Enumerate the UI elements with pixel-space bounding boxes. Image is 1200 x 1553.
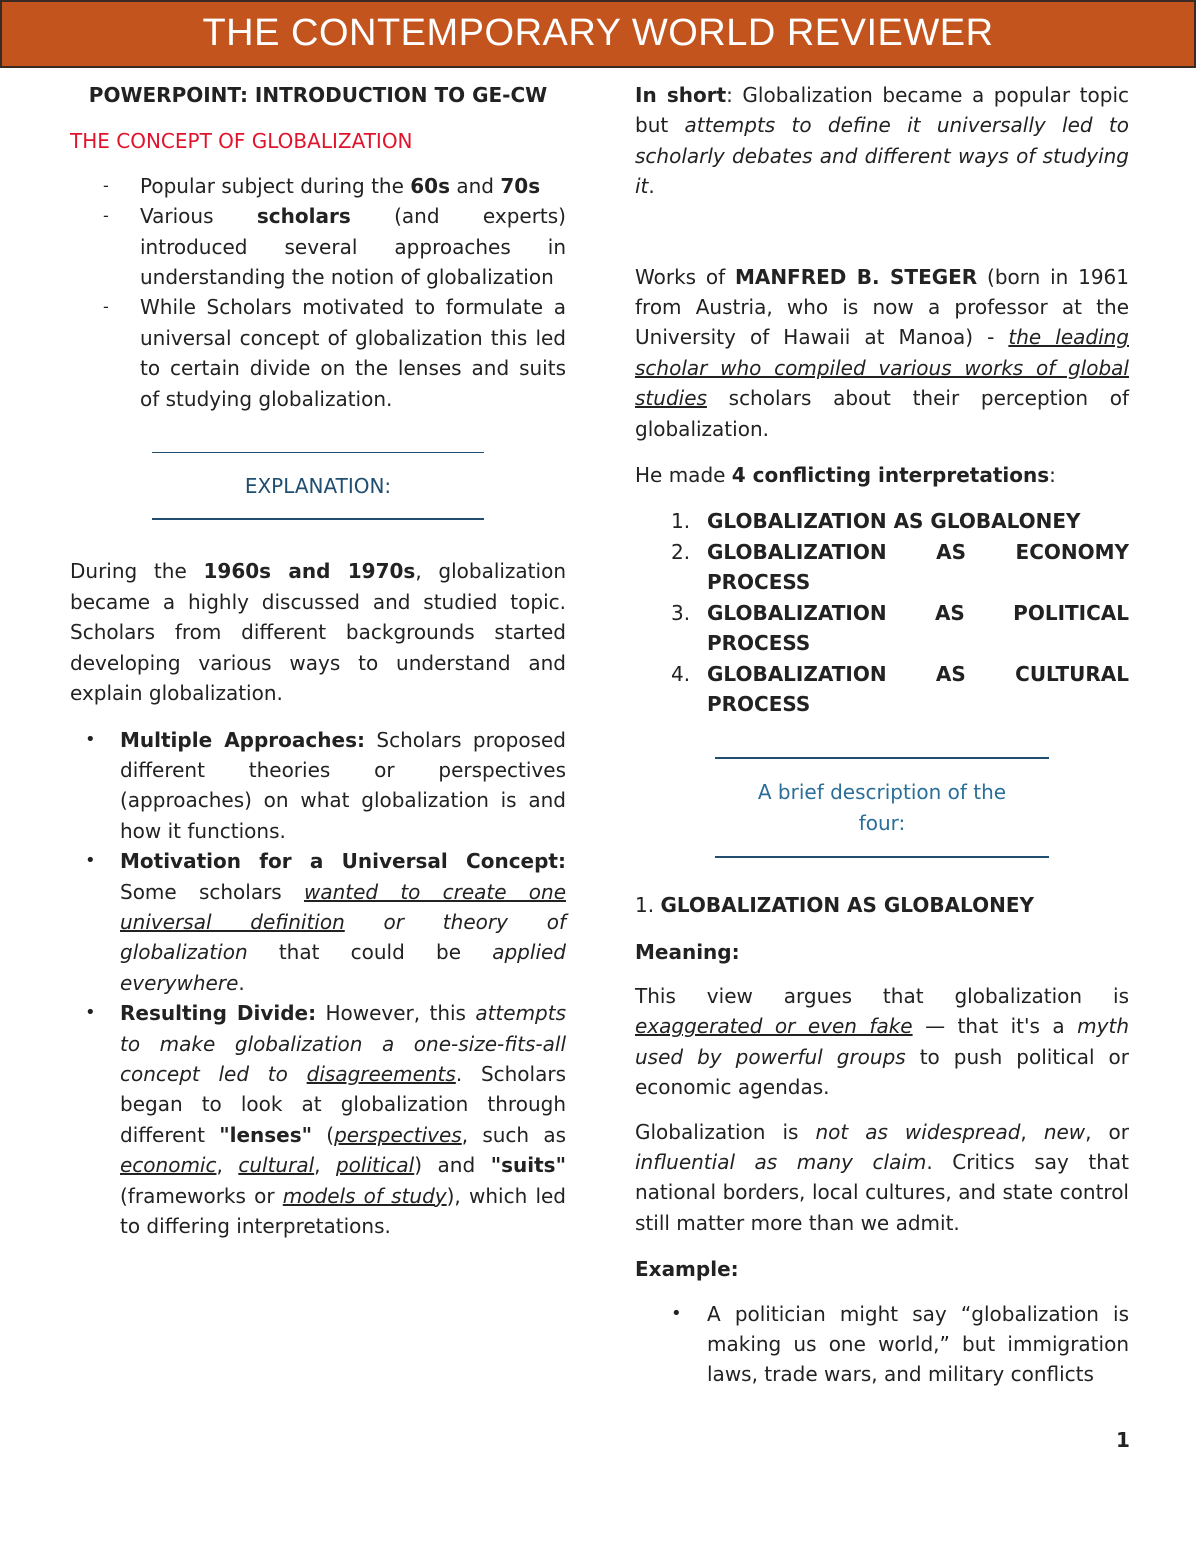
list-item: - Popular subject during the 60s and 70s <box>70 171 566 201</box>
left-column <box>70 80 566 1241</box>
concept-points <box>70 171 566 414</box>
list-item: - While Scholars motivated to formulate a universal concept of globalization this led to certain divide on the lenses and suits of studying globalization. <box>70 292 566 414</box>
explanation-bullets <box>70 725 566 1242</box>
divider <box>152 518 484 520</box>
in-short-paragraph: In short: Globalization became a popular topic but attempts to define it universally led to scholarly debates and different ways of studying it. <box>635 83 1129 199</box>
interpretations-list <box>635 506 1129 719</box>
divider <box>715 757 1049 759</box>
explanation-paragraph: During the 1960s and 1970s, globalization became a highly discussed and studied topic. Scholars from different backgrounds started developing various ways to understand and explain globalization. <box>70 559 566 706</box>
divider <box>152 452 484 453</box>
interpretations-intro: He made 4 conflicting interpretations: <box>635 463 1056 488</box>
list-item: • Motivation for a Universal Concept: Some scholars wanted to create one universal definition or theory of globalization that could be applied everywhere. <box>70 846 566 998</box>
right-column <box>635 80 1129 1390</box>
list-item: 2. GLOBALIZATION AS ECONOMY PROCESS <box>671 539 1129 595</box>
steger-paragraph: Works of MANFRED B. STEGER (born in 1961 from Austria, who is now a professor at the University of Hawaii at Manoa) - the leading scholar who compiled various works of global studies scholars about their perception of globalization. <box>635 264 1130 441</box>
concept-heading: THE CONCEPT OF GLOBALIZATION <box>70 129 413 154</box>
list-item: • A politician might say “globalization is making us one world,” but immigration laws, trade wars, and military conflicts <box>635 1299 1129 1390</box>
page-number: 1 <box>1116 1428 1130 1452</box>
powerpoint-heading: POWERPOINT: INTRODUCTION TO GE-CW <box>88 83 548 107</box>
list-item: 4. GLOBALIZATION AS CULTURAL PROCESS <box>671 661 1129 716</box>
meaning-paragraph: This view argues that globalization is exaggerated or even fake — that it's a myth used by powerful groups to push political or economic agendas. <box>635 983 1130 1100</box>
example-bullets <box>635 1299 1129 1390</box>
list-item: • Multiple Approaches: Scholars proposed different theories or perspectives (approaches) on what globalization is and how it functions. <box>70 725 566 847</box>
brief-description-heading: A brief description of the four: <box>757 780 1007 835</box>
divider <box>715 856 1049 858</box>
example-heading: Example: <box>635 1257 739 1282</box>
list-item: 1. GLOBALIZATION AS GLOBALONEY <box>671 509 1081 534</box>
meaning-paragraph-2: Globalization is not as widespread, new, or influential as many claim. Critics say that national borders, local cultures, and state control still matter more than we admit. <box>635 1119 1129 1235</box>
section-title-globaloney: 1. GLOBALIZATION AS GLOBALONEY <box>635 893 1034 918</box>
explanation-heading: EXPLANATION: <box>244 474 392 499</box>
header-banner <box>0 0 1196 68</box>
list-item: • Resulting Divide: However, this attempts to make globalization a one-size-fits-all concept led to disagreements. Scholars began to look at globalization through different "lenses" (perspectives, such as economic, cultural, political) and "suits" (frameworks or models of study), which led to differing interpretations. <box>70 998 566 1241</box>
meaning-heading: Meaning: <box>635 939 740 964</box>
list-item: 3. GLOBALIZATION AS POLITICAL PROCESS <box>671 600 1129 656</box>
list-item: - Various scholars (and experts) introduced several approaches in understanding the notion of globalization <box>70 201 566 292</box>
document-title: THE CONTEMPORARY WORLD REVIEWER <box>202 12 994 54</box>
